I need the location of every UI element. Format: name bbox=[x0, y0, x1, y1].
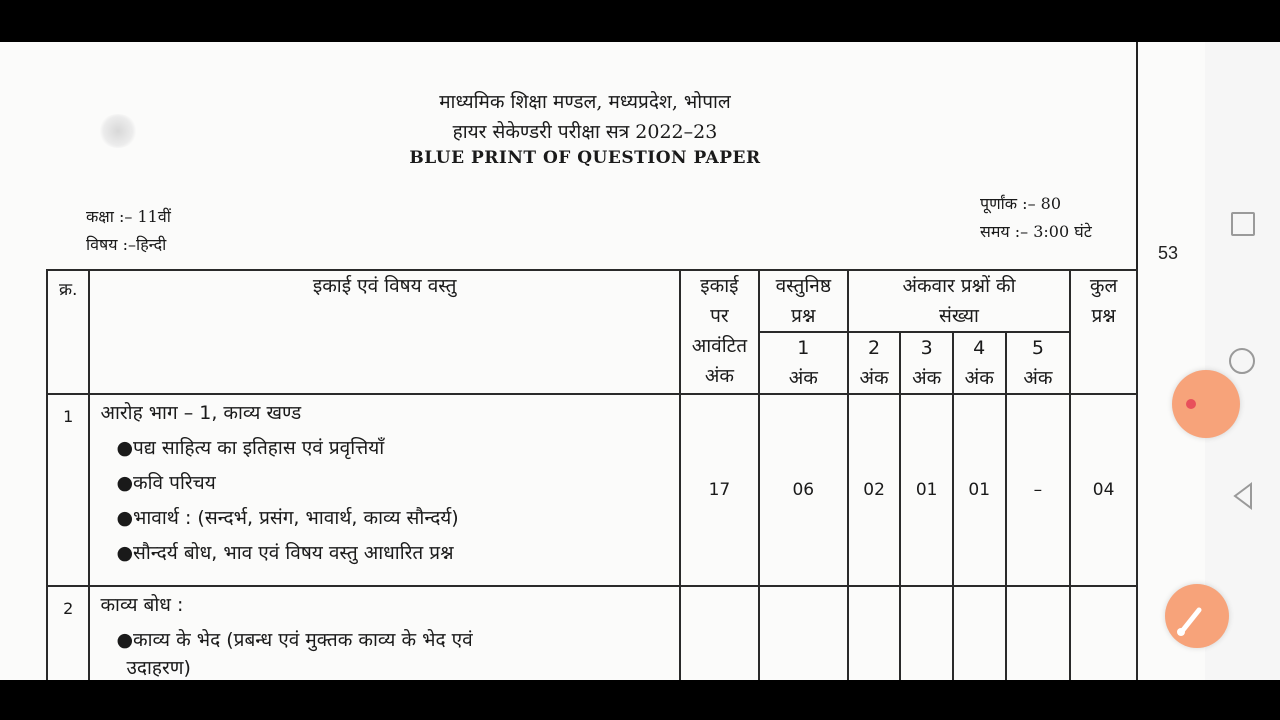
row-2-mark bbox=[848, 586, 901, 680]
recents-icon[interactable] bbox=[1231, 212, 1255, 236]
row-5-mark bbox=[1006, 586, 1071, 680]
header-5-mark-num: 5 bbox=[1031, 337, 1044, 359]
header-1-mark bbox=[759, 332, 848, 394]
row-topic-title: काव्य बोध : bbox=[100, 594, 184, 616]
header-1-mark-num: 1 bbox=[797, 337, 810, 359]
time-label: समय :– 3:00 घंटे bbox=[980, 222, 1092, 241]
board-name: माध्यमिक शिक्षा मण्डल, मध्यप्रदेश, भोपाल bbox=[439, 91, 731, 113]
top-black-bar bbox=[0, 0, 1280, 42]
row-total: 04 bbox=[1070, 394, 1137, 586]
table-header-row-1 bbox=[47, 270, 1137, 332]
row-total bbox=[1070, 586, 1137, 680]
row-topic bbox=[89, 394, 680, 586]
row-sn: 2 bbox=[47, 586, 89, 680]
row-topic-bullet: ●भावार्थ : (सन्दर्भ, प्रसंग, भावार्थ, काव्य सौन्दर्य) bbox=[116, 507, 459, 529]
row-3-mark bbox=[900, 586, 953, 680]
header-objective-line1: वस्तुनिष्ठ bbox=[775, 275, 832, 297]
header-markwise bbox=[848, 270, 1070, 332]
header-3-mark-unit: अंक bbox=[912, 367, 942, 389]
draw-button[interactable] bbox=[1165, 584, 1229, 648]
header-markwise-line2: संख्या bbox=[939, 305, 979, 327]
header-3-mark bbox=[900, 332, 953, 394]
row-topic bbox=[89, 586, 680, 680]
max-marks-label: पूर्णांक :– 80 bbox=[980, 194, 1062, 213]
header-4-mark-unit: अंक bbox=[964, 367, 994, 389]
header-5-mark-unit: अंक bbox=[1023, 367, 1053, 389]
header-weightage-line3: आवंटित bbox=[691, 335, 748, 357]
row-sn: 1 bbox=[47, 394, 89, 586]
page-smudge bbox=[98, 114, 138, 148]
header-total-line1: कुल bbox=[1089, 275, 1118, 297]
row-weightage bbox=[680, 586, 759, 680]
header-markwise-line1: अंकवार प्रश्नों की bbox=[902, 275, 1016, 297]
row-topic-bullet-cont: उदाहरण) bbox=[126, 657, 191, 679]
record-dot-icon bbox=[1186, 399, 1196, 409]
home-icon[interactable] bbox=[1229, 348, 1255, 374]
header-topic: इकाई एवं विषय वस्तु bbox=[89, 270, 680, 394]
header-1-mark-unit: अंक bbox=[788, 367, 818, 389]
page-number: 53 bbox=[1158, 243, 1179, 263]
record-button[interactable] bbox=[1172, 370, 1240, 438]
row-topic-bullet: ●पद्य साहित्य का इतिहास एवं प्रवृत्तियाँ bbox=[116, 437, 385, 459]
header-weightage-line4: अंक bbox=[704, 365, 734, 387]
back-icon[interactable] bbox=[1231, 482, 1255, 510]
class-label: कक्षा :– 11वीं bbox=[86, 207, 171, 226]
row-weightage: 17 bbox=[680, 394, 759, 586]
document-page bbox=[0, 42, 1205, 680]
header-5-mark bbox=[1006, 332, 1071, 394]
document-title: BLUE PRINT OF QUESTION PAPER bbox=[409, 148, 761, 168]
header-2-mark-num: 2 bbox=[868, 337, 881, 359]
table-row bbox=[47, 586, 1137, 680]
header-sn: क्र. bbox=[47, 270, 89, 394]
bottom-black-bar bbox=[0, 680, 1280, 720]
blueprint-table bbox=[46, 269, 1138, 680]
table-row bbox=[47, 394, 1137, 586]
exam-session: हायर सेकेण्डरी परीक्षा सत्र 2022–23 bbox=[452, 121, 718, 143]
page-edge-line bbox=[1136, 42, 1138, 282]
header-objective-line2: प्रश्न bbox=[791, 305, 816, 327]
row-2-mark: 02 bbox=[848, 394, 901, 586]
row-topic-bullet: ●सौन्दर्य बोध, भाव एवं विषय वस्तु आधारित प्रश्न bbox=[116, 542, 454, 564]
row-topic-bullet: ●कवि परिचय bbox=[116, 472, 216, 494]
row-topic-bullet: ●काव्य के भेद (प्रबन्ध एवं मुक्तक काव्य के भेद एवं bbox=[116, 629, 473, 651]
row-4-mark: 01 bbox=[953, 394, 1006, 586]
header-weightage-line2: पर bbox=[710, 305, 729, 327]
row-4-mark bbox=[953, 586, 1006, 680]
header-2-mark-unit: अंक bbox=[859, 367, 889, 389]
header-3-mark-num: 3 bbox=[920, 337, 933, 359]
brush-icon bbox=[1165, 584, 1229, 648]
row-objective: 06 bbox=[759, 394, 848, 586]
header-4-mark-num: 4 bbox=[973, 337, 986, 359]
row-3-mark: 01 bbox=[900, 394, 953, 586]
row-topic-title: आरोह भाग – 1, काव्य खण्ड bbox=[100, 402, 302, 424]
header-4-mark bbox=[953, 332, 1006, 394]
header-weightage-line1: इकाई bbox=[700, 275, 739, 297]
header-objective bbox=[759, 270, 848, 332]
header-2-mark bbox=[848, 332, 901, 394]
header-total-line2: प्रश्न bbox=[1091, 305, 1116, 327]
row-5-mark: – bbox=[1006, 394, 1071, 586]
subject-label: विषय :–हिन्दी bbox=[86, 235, 167, 254]
row-objective bbox=[759, 586, 848, 680]
header-weightage bbox=[680, 270, 759, 394]
header-total bbox=[1070, 270, 1137, 394]
